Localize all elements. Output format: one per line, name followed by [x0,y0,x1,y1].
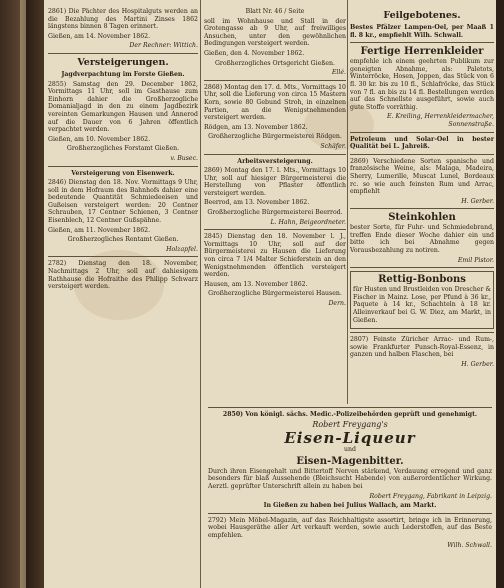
signature: Der Rechner: Wittich. [129,42,198,50]
ad-product-subtitle: Eisen-Magenbitter. [296,455,404,467]
signature: L. Hahn, Beigeordneter. [270,218,346,226]
separator [204,229,346,230]
separator [204,80,346,81]
signature: Ellé. [331,69,346,77]
ad-body: für Husten und Brustleiden von Drescher & Fischer in Mainz. Lose, per Pfund à 36 kr., Paquete à 14 kr., Schachteln à 18 kr. Alleinverkauf bei G. W. Diez, am Markt, in Gießen. [353,286,491,324]
issuer: Großherzogliches Forstamt Gießen. [66,145,180,153]
ad-approval-line: 2850) Von königl. sächs. Medic.-Polizeibehörden geprüft und genehmigt. [222,411,478,418]
issuer: Großherzogliches Rentamt Gießen. [67,236,179,244]
ad-title: Rettig-Bonbons [378,274,466,286]
separator [350,132,494,133]
ad-title: Steinkohlen [388,212,456,224]
signature: H. Gerber. [461,361,494,368]
issuer: Großherzogliche Bürgermeisterei Beerrod. [207,209,343,217]
ad-product-title: Eisen-Liqueur [284,429,416,448]
issuer: Großherzogliche Bürgermeisterei Hausen. [208,290,342,298]
notice-date: Gießen, am 11. November 1862. [48,226,151,234]
separator [208,407,492,408]
page-header: Blatt Nr. 46 / Seite [245,8,305,15]
newspaper-page [44,0,496,588]
notice-2846: 2846) Dienstag den 18. Nov. Vormittags 9 Uhr, soll in dem Hofraum des Bahnhofs dahier eine bedeutende Quantität Schmiedeeisen und Gußeisen versteigert werden: 20 Centner Schrauben, 17 Centner Schienen, 3 Centner Eisenblech, 12 Centner Gußspähne. [48,179,198,225]
ad-lamp-oil: Bestes Pfälzer Lampen-Oel, per Maaß 1 fl. 8 kr., empfiehlt Wilh. Schwall. [350,24,494,39]
section-heading: Versteigerungen. [77,56,169,68]
separator [48,256,198,257]
signature: Emil Pistor. [457,256,494,264]
ad-wines: 2869) Verschiedene Sorten spanische und französische Weine, als: Malaga, Madeira, Sherry, Lumerille, Muscat Lunel, Bordeaux rc. so wie auch feinsten Rum und Arrac, empfiehlt [350,157,494,196]
separator [48,53,198,54]
sub-heading: Versteigerung von Eisenwerk. [71,169,175,177]
page-edge [20,0,26,588]
notice-date: Gießen, am 14. November 1862. [48,32,151,40]
issuer: Großherzogliche Bürgermeisterei Rödgen. [208,133,342,141]
signature: Wilh. Schwall. [447,541,492,549]
notice-2869: 2869) Montag den 17. l. Mts., Vormittags 10 Uhr, soll auf hiesiger Bürgermeisterei die Herstellung von Pflaster öffentlich versteigert werden. [204,167,346,197]
separator [208,513,492,514]
section-heading: Feilgebotenes. [383,10,461,21]
signature: H. Gerber. [461,197,494,205]
notice-date: Gießen, am 10. November 1862. [48,135,151,143]
sub-heading: Arbeitsversteigerung. [237,157,313,165]
separator [350,154,494,155]
ad-box [350,271,494,329]
signature: v. Busec. [170,154,198,162]
notice-date: Gießen, den 4. November 1862. [204,49,305,57]
notice-2861: 2861) Die Pächter des Hospitalguts werden an die Bezahlung des Martini Zinses 1862 längstens binnen 8 Tagen erinnert. [48,8,198,31]
signature: Schäfer. [320,142,346,150]
column-rule [200,0,201,588]
separator [204,154,346,155]
column-2 [204,8,346,310]
notice-2855: 2855) Samstag den 29. December 1862, Vormittags 11 Uhr, soll im Gasthause zum Einhorn dahier die Großherzogliche Domanialjagd in den zu einem Jagdbezirk vereinten Gemarkungen Hausen und Annerod auf die Dauer von 6 Jahren öffentlich verpachtet werden. [48,80,198,134]
ad-maker: Robert Freygang's [312,419,388,429]
ad-body: bester Sorte, für Fuhr- und Schmiedebrand, treffen Ende dieser Woche dahier ein und bitte ich bei Abnahme gegen Vorausbezahlung zu notiren. [350,224,494,255]
column-1 [48,8,198,293]
column-3 [350,8,494,371]
separator [350,332,494,333]
ad-petroleum: Petroleum und Solar-Oel in bester Qualität bei L. Jahreiß. [350,135,494,151]
notice-2845: 2845) Dienstag den 18. November l. J., Vormittags 10 Uhr, soll auf der Bürgermeisterei zu Hausen die Lieferung von circa 7 1/4 Malter Schieferstein an den Wenigstnehmenden öffentlich versteigert werden. [204,233,346,279]
signature: Robert Freygang, Fabrikant in Leipzig. [369,492,492,500]
notice-2782: 2782) Dienstag den 18. November, Nachmittags 2 Uhr, soll auf dahiesigem Rathhause die Hofraithe des Philipp Schwarz versteigert werden. [48,260,198,291]
notice-date: Beerrod, am 13. November 1862. [204,199,310,207]
ad-body: Durch ihren Eisengehalt und Bittertoff Nerven stärkend, Verdauung erregend und ganz besonders für blaß Aussehende (Bleichsucht Habende) von außerordentlicher Wirkung. Aerztl. geprüfter Unterschrift allein zu haben bei [208,467,492,490]
separator [350,42,494,43]
issuer: Großherzogliches Ortsgericht Gießen. [214,59,335,67]
signature: Holzapfel. [166,245,198,253]
ad-dealer: In Gießen zu haben bei Julius Wallach, am Markt. [263,502,437,510]
separator [48,166,198,167]
notice-date: Rödgen, am 13. November 1862. [204,123,308,131]
ad-arrac: 2807) Feinste Züricher Arrac- und Rum-, sowie Frankfurter Punsch-Royal-Essenz, in ganzen und halben Flaschen, bei [350,336,494,359]
signature: Dern. [328,300,346,307]
sub-heading: Jagdverpachtung im Forste Gießen. [61,70,185,78]
separator [350,267,494,268]
book-binding [0,0,44,588]
signature: E. Kreiling, Herrenkleidermacher, Sonnenstraße. [387,113,494,128]
notice-date: Hausen, am 13. November 1862. [204,280,308,288]
notice-2792: 2792) Mein Möbel-Magazin, auf das Reichhaltigste assortirt, bringe ich in Erinnerung, wobei Hausgeräthe aller Art verkauft werden, sowie auch Lederstoffen, auf das Beste empfehlen. [208,516,492,539]
notice-continued: soll im Wohnhause und Stall in der Grotengasse ab 9 Uhr, auf freiwilliges Ansuchen, unter den gewöhnlichen Bedingungen versteigert werden. [204,17,346,48]
ad-body: empfehle ich einem geehrten Publikum zur geneigten Abnahme, als: Paletots, Winterröcke, Hosen, Joppen, das Stück von 6 fl. 30 kr. bis zu 10 fl., Schlafröcke, das Stück von 7 fl. an bis zu 14 fl. Bestellungen werden auf das Schnellste ausgeführt, sowie auch gute Stoffe vorräthig. [350,58,494,111]
column-rule [347,0,348,404]
ad-title: Fertige Herrenkleider [360,46,484,58]
wide-advertisement [208,404,492,551]
notice-2868: 2868) Montag den 17. d. Mts., Vormittags 10 Uhr, soll die Lieferung von circa 15 Mastern Korn, sowie 80 Gebund Stroh, in einzelnen Partien, an die Wenigstnehmenden versteigert werden. [204,83,346,122]
ad-conjunction: und [344,446,356,454]
separator [350,208,494,209]
